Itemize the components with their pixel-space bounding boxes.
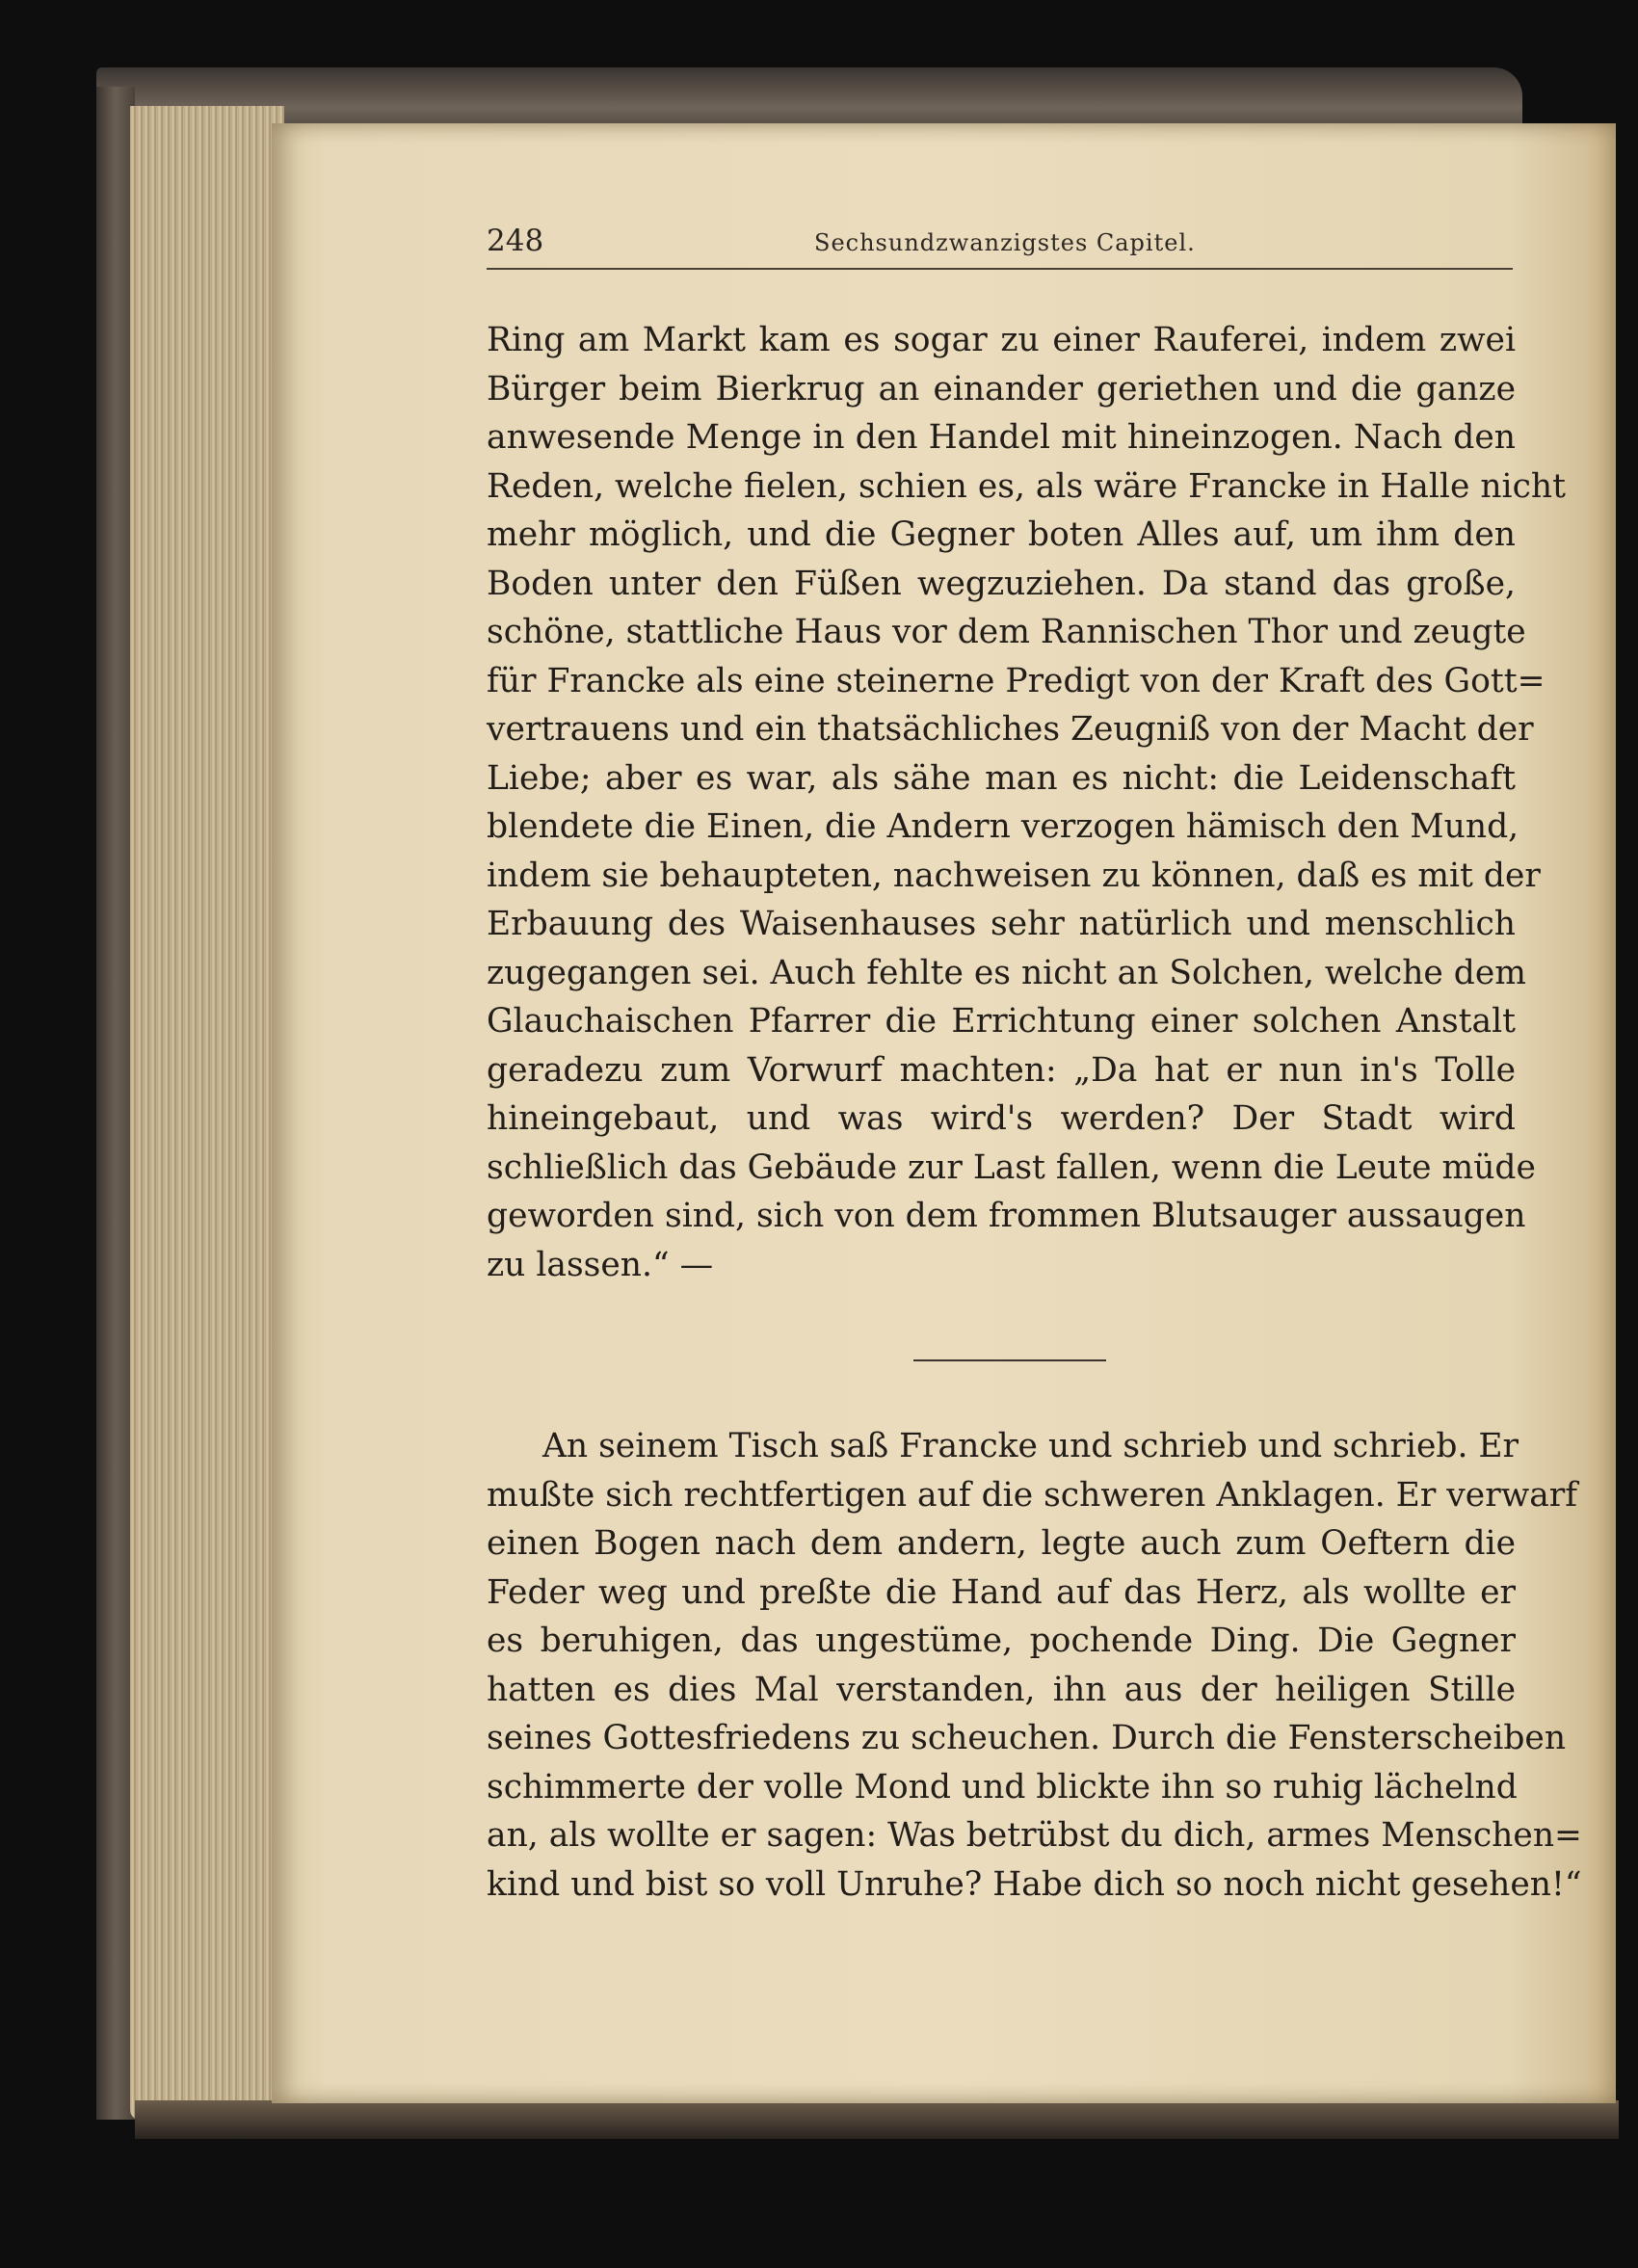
text-line: blendete die Einen, die Andern verzogen hämisch den Mund, — [487, 807, 1519, 846]
text-line: Glauchaischen Pfarrer die Errichtung einer solchen Anstalt — [487, 1002, 1516, 1041]
text-line: Feder weg und preßte die Hand auf das Herz, als wollte er — [487, 1572, 1516, 1612]
text-line: es beruhigen, das ungestüme, pochende Ding. Die Gegner — [487, 1622, 1516, 1660]
text-line: vertrauens und ein thatsächliches Zeugniß von der Macht der — [487, 710, 1534, 749]
text-line: hineingebaut, und was wird's werden? Der Stadt wird — [487, 1099, 1516, 1138]
paragraph-2 — [487, 1422, 1582, 1909]
book-spine — [96, 87, 135, 2120]
text-line: geradezu zum Vorwurf machten: „Da hat er nun in's Tolle — [487, 1050, 1516, 1090]
page-number: 248 — [487, 224, 544, 258]
text-line: mehr möglich, und die Gegner boten Alles auf, um ihm den — [487, 515, 1516, 554]
text-line: Boden unter den Füßen wegzuziehen. Da stand das große, — [487, 564, 1516, 603]
text-line: seines Gottesfriedens zu scheuchen. Durch die Fensterscheiben — [487, 1719, 1567, 1757]
text-line: einen Bogen nach dem andern, legte auch zum Oeftern die — [487, 1524, 1516, 1563]
text-line: hatten es dies Mal verstanden, ihn aus der heiligen Stille — [487, 1670, 1516, 1709]
page-header — [487, 220, 1513, 270]
section-divider — [913, 1359, 1106, 1361]
text-line: An seinem Tisch saß Francke und schrieb und schrieb. Er — [542, 1427, 1519, 1465]
text-line: Ring am Markt kam es sogar zu einer Rauferei, indem zwei — [487, 321, 1516, 359]
text-line: für Francke als eine steinerne Predigt von der Kraft des Gott= — [487, 661, 1546, 700]
text-line: geworden sind, sich von dem frommen Blutsauger aussaugen — [487, 1197, 1526, 1235]
text-line: zu lassen.“ — — [487, 1245, 714, 1284]
text-line: Liebe; aber es war, als sähe man es nicht: die Leidenschaft — [487, 758, 1516, 798]
page-bottom-shadow — [135, 2100, 1619, 2139]
text-line: indem sie behaupteten, nachweisen zu können, daß es mit der — [487, 856, 1541, 895]
text-line: Bürger beim Bierkrug an einander geriethen und die ganze — [487, 369, 1516, 409]
text-line: zugegangen sei. Auch fehlte es nicht an Solchen, welche dem — [487, 953, 1527, 992]
text-line: schimmerte der volle Mond und blickte ihn so ruhig lächelnd — [487, 1767, 1518, 1806]
paragraph-1 — [487, 316, 1566, 1289]
page-edges — [130, 106, 284, 2120]
text-line: mußte sich rechtfertigen auf die schweren Anklagen. Er verwarf — [487, 1475, 1578, 1515]
text-line: kind und bist so voll Unruhe? Habe dich so noch nicht gesehen!“ — [487, 1864, 1582, 1904]
text-line: Erbauung des Waisenhauses sehr natürlich und menschlich — [487, 905, 1516, 943]
text-line: schöne, stattliche Haus vor dem Rannischen Thor und zeugte — [487, 613, 1526, 651]
running-head: Sechsundzwanzigstes Capitel. — [814, 229, 1196, 256]
text-line: Reden, welche fielen, schien es, als wäre Francke in Halle nicht — [487, 466, 1566, 506]
text-line: an, als wollte er sagen: Was betrübst du dich, armes Menschen= — [487, 1816, 1582, 1855]
text-line: schließlich das Gebäude zur Last fallen, wenn die Leute müde — [487, 1147, 1536, 1187]
text-line: anwesende Menge in den Handel mit hineinzogen. Nach den — [487, 418, 1516, 457]
